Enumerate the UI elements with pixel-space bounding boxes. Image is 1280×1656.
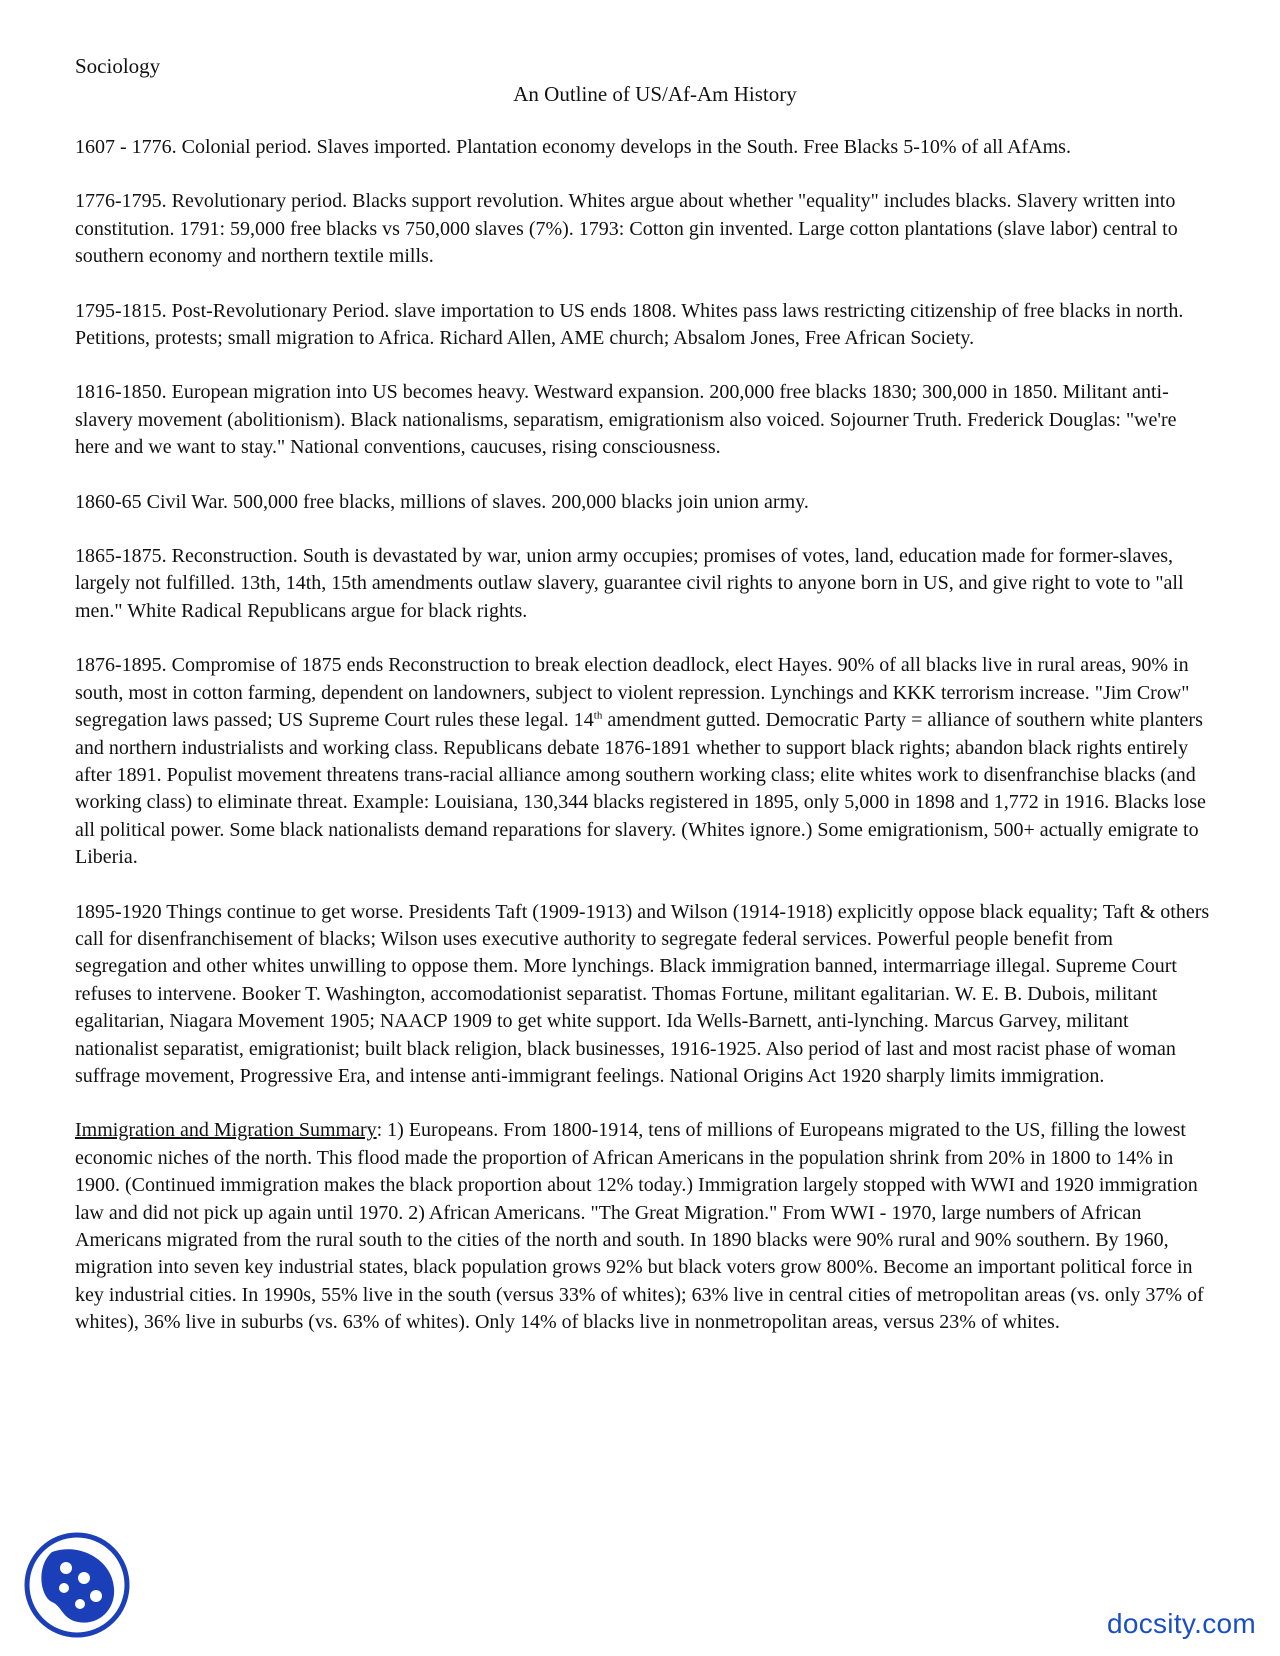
- ordinal-superscript: th: [593, 709, 603, 722]
- paragraph-1607: 1607 - 1776. Colonial period. Slaves imported. Plantation economy develops in the South. Free Blacks 5-10% of all AfAms.: [75, 136, 1071, 158]
- summary-heading: Immigration and Migration Summary: [75, 1119, 377, 1142]
- paragraph-1876-text-b: amendment gutted. Democratic Party = alliance of southern white planters and northern industrialists and working class. Republicans debate 1876-1891 whether to support black rights; abandon black rights entirely after 1891. Populist movement threatens trans-racial alliance among southern working class; elite whites work to disenfranchise blacks (and working class) to eliminate threat. Example: Louisiana, 130,344 blacks registered in 1895, only 5,000 in 1898 and 1,772 in 1916. Blacks lose all political power. Some black nationalists demand reparations for slavery. (Whites ignore.) Some emigrationism, 500+ actually emigrate to Liberia.: [75, 709, 1206, 869]
- document-title: An Outline of US/Af-Am History: [513, 82, 797, 106]
- docsity-watermark-link[interactable]: docsity.com: [1106, 1608, 1256, 1639]
- paragraph-1895: 1895-1920 Things continue to get worse. Presidents Taft (1909-1913) and Wilson (1914-1918) explicitly oppose black equality; Taft & others call for disenfranchisement of blacks; Wilson uses executive authority to segregate federal services. Powerful people benefit from segregation and other whites unwilling to oppose them. More lynchings. Black immigration banned, intermarriage illegal. Supreme Court refuses to intervene. Booker T. Washington, accomodationist separatist. Thomas Fortune, militant egalitarian. W. E. B. Dubois, militant egalitarian, Niagara Movement 1905; NAACP 1909 to get white support. Ida Wells-Barnett, anti-lynching. Marcus Garvey, militant nationalist separatist, emigrationist; built black religion, black businesses, 1916-1925. Also period of last and most racist phase of woman suffrage movement, Progressive Era, and intense anti-immigrant feelings. National Origins Act 1920 sharply limits immigration.: [75, 900, 1210, 1087]
- paragraph-1860: 1860-65 Civil War. 500,000 free blacks, millions of slaves. 200,000 blacks join union army.: [75, 490, 809, 513]
- document-page: [75, 52, 1210, 1364]
- course-label: Sociology: [75, 54, 161, 78]
- paragraph-1795: 1795-1815. Post-Revolutionary Period. slave importation to US ends 1808. Whites pass laws restricting citizenship of free blacks in north. Petitions, protests; small migration to Africa. Richard Allen, AME church; Absalom Jones, Free African Society.: [75, 299, 1184, 350]
- paragraph-summary: [75, 1117, 1210, 1336]
- paragraph-1816: 1816-1850. European migration into US becomes heavy. Westward expansion. 200,000 free blacks 1830; 300,000 in 1850. Militant anti-slavery movement (abolitionism). Black nationalisms, separatism, emigrationism also voiced. Sojourner Truth. Frederick Douglas: "we're here and we want to stay." National conventions, caucuses, rising consciousness.: [75, 381, 1177, 459]
- paragraph-1876: [75, 652, 1210, 871]
- docsity-logo-icon: [22, 1530, 132, 1640]
- paragraph-1876-text-a: 1876-1895. Compromise of 1875 ends Reconstruction to break election deadlock, elect Hayes. 90% of all blacks live in rural areas, 90% in south, most in cotton farming, dependent on landowners, subject to violent repression. Lynchings and KKK terrorism increase. "Jim Crow" segregation laws passed; US Supreme Court rules these legal. 14: [75, 654, 1190, 732]
- paragraph-1865: 1865-1875. Reconstruction. South is devastated by war, union army occupies; promises of votes, land, education made for former-slaves, largely not fulfilled. 13th, 14th, 15th amendments outlaw slavery, guarantee civil rights to anyone born in US, and give right to vote to "all men." White Radical Republicans argue for black rights.: [75, 545, 1184, 622]
- paragraph-1776: 1776-1795. Revolutionary period. Blacks support revolution. Whites argue about whether "equality" includes blacks. Slavery written into constitution. 1791: 59,000 free blacks vs 750,000 slaves (7%). 1793: Cotton gin invented. Large cotton plantations (slave labor) central to southern economy and northern textile mills.: [75, 190, 1178, 268]
- summary-text: : 1) Europeans. From 1800-1914, tens of millions of Europeans migrated to the US, filling the lowest economic niches of the north. This flood made the proportion of African Americans in the population shrink from 20% in 1800 to 14% in 1900. (Continued immigration makes the black proportion about 12% today.) Immigration largely stopped with WWI and 1920 immigration law and did not pick up again until 1970. 2) African Americans. "The Great Migration." From WWI - 1970, large numbers of African Americans migrated from the rural south to the cities of the north and south. In 1890 blacks were 90% rural and 90% southern. By 1960, migration into seven key industrial states, black population grows 92% but black voters grow 800%. Become an important political force in key industrial cities. In 1990s, 55% live in the south (versus 33% of whites); 63% live in central cities of metropolitan areas (vs. only 37% of whites), 36% live in suburbs (vs. 63% of whites). Only 14% of blacks live in nonmetropolitan areas, versus 23% of whites.: [75, 1119, 1204, 1334]
